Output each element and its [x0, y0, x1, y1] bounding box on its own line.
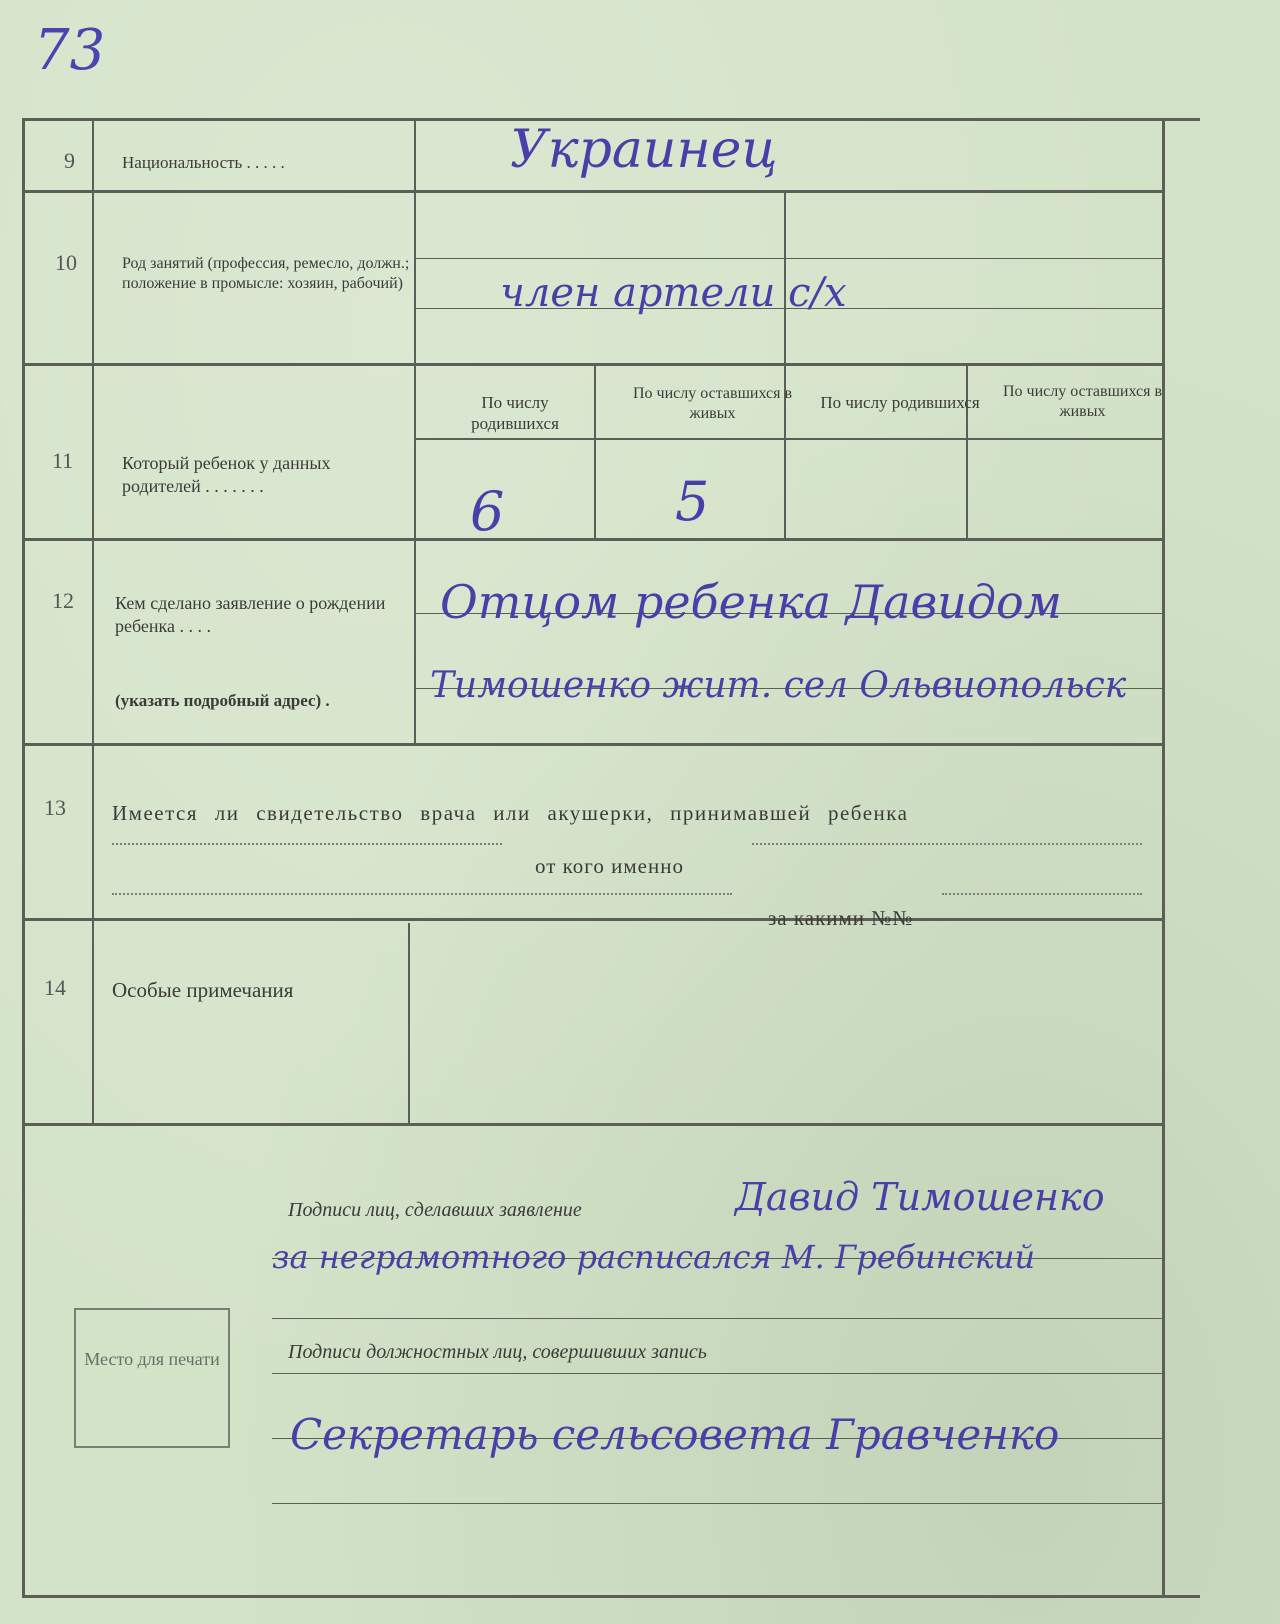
row-13-numbers: за какими №№ [768, 906, 914, 930]
row-10-label: Род занятий (профессия, ремесло, должн.; положение в промысле: хозяин, рабочий) [122, 255, 410, 292]
row-12-address-label: (указать подробный адрес) . [115, 691, 330, 710]
officials-sign-label: Подписи должностных лиц, совершивших запись [288, 1341, 707, 1363]
row-13-from-whom: от кого именно [535, 854, 684, 878]
row-13-text: Имеется ли свидетельство врача или акушерки, принимавшей ребенка [112, 801, 909, 825]
row-11-col4-header: По числу оставшихся в живых [1002, 383, 1163, 420]
row-9-number: 9 [64, 148, 75, 173]
row-11-value-born: 6 [470, 480, 505, 543]
row-10-number: 10 [55, 250, 77, 275]
row-11-label: Который ребенок у данных родителей . . . . . . . [122, 453, 331, 496]
row-13-number: 13 [44, 795, 66, 820]
row-11-col1-header: По числу родившихся [471, 393, 559, 434]
row-11-value-alive: 5 [675, 470, 710, 533]
stamp-place-label: Место для печати [84, 1349, 220, 1369]
corner-number: 73 [34, 18, 106, 83]
row-12-number: 12 [52, 588, 74, 613]
row-9-value: Украинец [510, 120, 778, 180]
row-11-number: 11 [52, 448, 74, 473]
row-12-value-line1: Отцом ребенка Давидом [440, 575, 1062, 629]
row-9-label: Национальность . . . . . [122, 153, 285, 172]
applicant-signature: Давид Тимошенко [735, 1175, 1105, 1219]
applicants-sign-label: Подписи лиц, сделавших заявление [288, 1199, 582, 1221]
row-11-col2-header: По числу оставшихся в живых [632, 385, 793, 422]
row-14-label: Особые примечания [112, 978, 294, 1002]
row-10-value: член артели с/х [500, 270, 847, 316]
official-signature: Секретарь сельсовета Гравченко [290, 1410, 1060, 1459]
applicant-signature-2: за неграмотного расписался М. Гребинский [272, 1238, 1036, 1276]
row-11-col3-header: По числу родившихся [820, 393, 980, 412]
row-14-number: 14 [44, 975, 66, 1000]
row-12-label: Кем сделано заявление о рождении ребенка . . . . [115, 593, 386, 636]
row-12-value-line2: Тимошенко жит. сел Ольвиопольск [430, 665, 1127, 706]
